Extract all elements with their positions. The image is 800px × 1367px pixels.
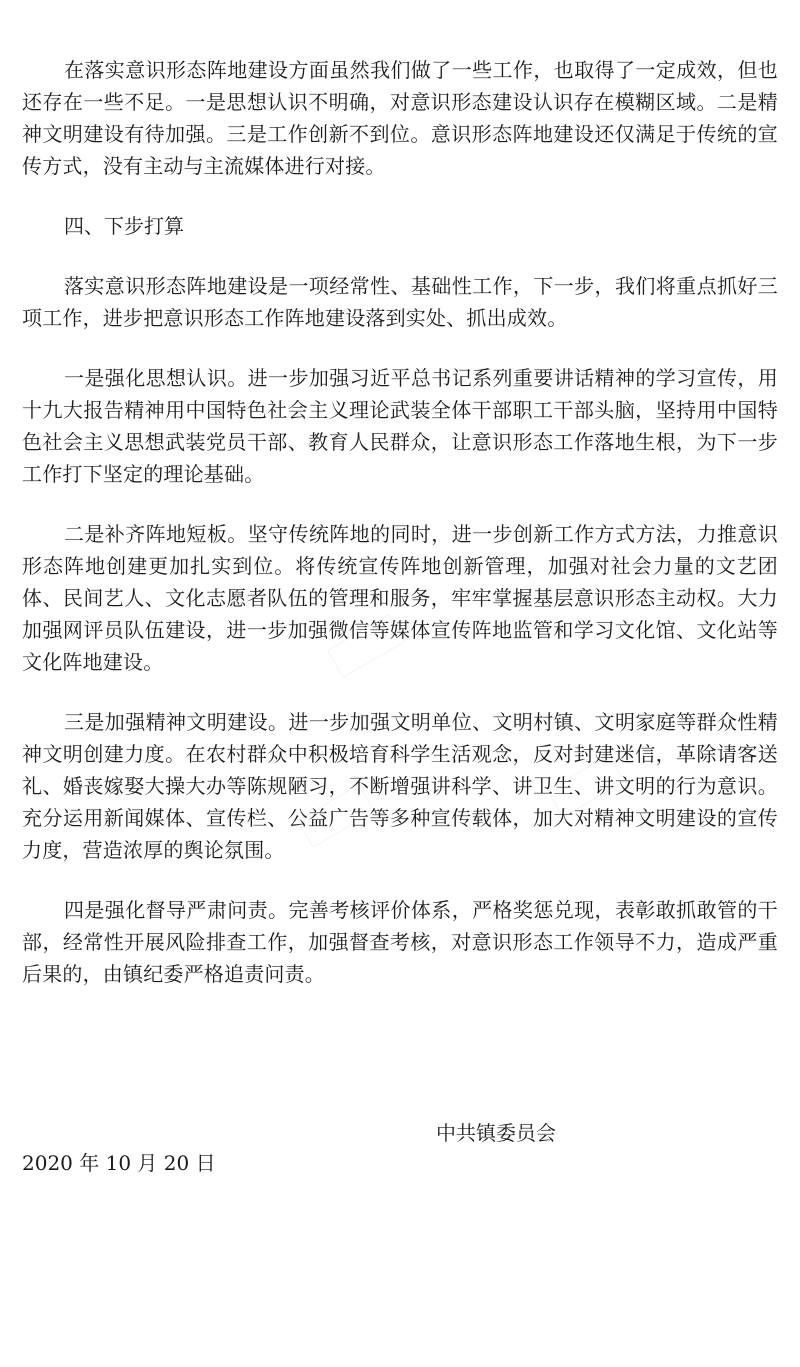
document-body <box>22 54 778 1018</box>
section-heading-next-steps: 四、下步打算 <box>64 214 184 238</box>
paragraph-item-3: 三是加强精神文明建设。进一步加强文明单位、文明村镇、文明家庭等群众性精神文明创建力度。在农村群众中积极培育科学生活观念，反对封建迷信，革除请客送礼、婚丧嫁娶大操大办等陈规陋习，不断增强讲科学、讲卫生、讲文明的行为意识。充分运用新闻媒体、宣传栏、公益广告等多种宣传载体，加大对精神文明建设的宣传力度，营造浓厚的舆论氛围。 <box>22 710 778 862</box>
paragraph-next-steps-intro: 落实意识形态阵地建设是一项经常性、基础性工作，下一步，我们将重点抓好三项工作，进步把意识形态工作阵地建设落到实处、抓出成效。 <box>22 274 778 330</box>
paragraph-item-1: 一是强化思想认识。进一步加强习近平总书记系列重要讲话精神的学习宣传，用十九大报告精神用中国特色社会主义理论武装全体干部职工干部头脑，坚持用中国特色社会主义思想武装党员干部、教育人民群众，让意识形态工作落地生根，为下一步工作打下坚定的理论基础。 <box>22 366 778 486</box>
paragraph-item-2: 二是补齐阵地短板。坚守传统阵地的同时，进一步创新工作方式方法，力推意识形态阵地创建更加扎实到位。将传统宣传阵地创新管理，加强对社会力量的文艺团体、民间艺人、文化志愿者队伍的管理和服务，牢牢掌握基层意识形态主动权。大力加强网评员队伍建设，进一步加强微信等媒体宣传阵地监管和学习文化馆、文化站等文化阵地建设。 <box>22 522 778 674</box>
signature-organization: 中共镇委员会 <box>436 1121 556 1145</box>
signature-date: 2020 年 10 月 20 日 <box>22 1151 216 1175</box>
paragraph-shortcomings: 在落实意识形态阵地建设方面虽然我们做了一些工作，也取得了一定成效，但也还存在一些不足。一是思想认识不明确，对意识形态建设认识存在模糊区域。二是精神文明建设有待加强。三是工作创新不到位。意识形态阵地建设还仅满足于传统的宣传方式，没有主动与主流媒体进行对接。 <box>22 58 778 178</box>
paragraph-item-4: 四是强化督导严肃问责。完善考核评价体系，严格奖惩兑现，表彰敢抓敢管的干部，经常性开展风险排查工作，加强督查考核，对意识形态工作领导不力，造成严重后果的，由镇纪委严格追责问责。 <box>22 898 778 986</box>
